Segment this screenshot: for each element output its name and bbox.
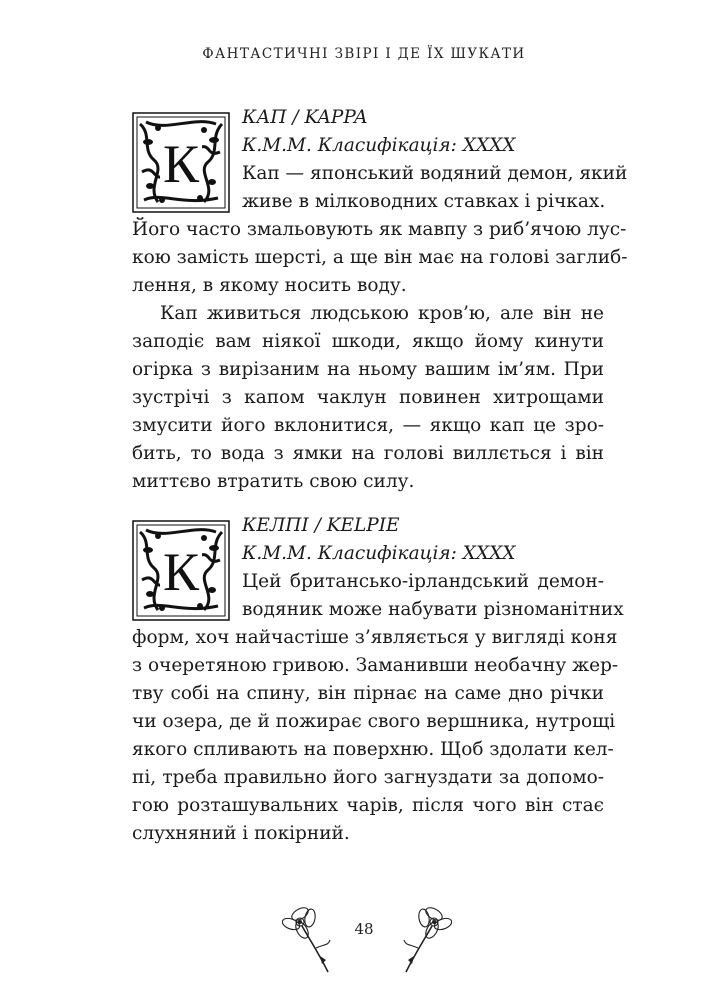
text-line: водяник може набувати різноманітних	[242, 599, 624, 620]
text-line: бить, то вода з ямки на голові виллється і він	[132, 443, 604, 464]
text-line: миттєво втратить свою силу.	[132, 471, 415, 492]
flower-ornament-right	[392, 900, 452, 984]
text-line: форм, хоч найчастіше з’являється у вигляді коня	[132, 627, 618, 648]
decorated-initial	[132, 520, 230, 621]
text-line: Цей британсько-ірландський демон-	[242, 571, 604, 592]
text-line: Кап живиться людською кров’ю, але він не	[160, 303, 604, 324]
initial-letter: К	[162, 542, 200, 602]
entry-title: КАП / KAPPA	[242, 107, 368, 128]
entry-classification: К.М.М. Класифікація: ХХХХ	[242, 543, 516, 564]
text-line: Його часто змальовують як мавпу з риб’ячою лус-	[132, 219, 627, 240]
text-line: огірка з вирізаним на ньому вашим ім’ям. При	[132, 359, 604, 380]
text-line: заподіє вам ніякої шкоди, якщо йому кинути	[132, 331, 604, 352]
text-line: гою розташувальних чарів, після чого він стає	[132, 795, 604, 816]
page-number: 48	[354, 920, 374, 938]
text-line: з очеретяною гривою. Заманивши необачну жер-	[132, 655, 619, 676]
text-line: змусити його вклонитися, — якщо кап це зро-	[132, 415, 604, 436]
text-line: слухняний і покірний.	[132, 823, 350, 844]
text-line: тву собі на спину, він пірнає на саме дно річки	[132, 683, 604, 704]
text-line: пі, треба правильно його загнуздати за допомо-	[132, 767, 604, 788]
running-head: ФАНТАСТИЧНІ ЗВІРІ І ДЕ ЇХ ШУКАТИ	[202, 46, 526, 62]
entry-classification: К.М.М. Класифікація: ХХХХ	[242, 135, 516, 156]
text-line: чи озера, де й пожирає свого вершника, нутрощі	[132, 711, 616, 732]
text-line: кою замість шерсті, а ще він має на голові заглиб-	[132, 247, 628, 268]
page-footer	[0, 900, 728, 980]
text-line: якого спливають на поверхню. Щоб здолати кел-	[132, 739, 614, 760]
initial-letter: К	[162, 134, 200, 194]
text-line: Кап — японський водяний демон, який	[242, 163, 628, 184]
text-line: лення, в якому носить воду.	[132, 275, 407, 296]
flower-ornament-left	[282, 900, 342, 984]
text-line: зустрічі з капом чаклун повинен хитрощами	[132, 387, 604, 408]
entry-title: КЕЛПІ / KELPIE	[242, 515, 400, 536]
decorated-initial	[132, 112, 230, 213]
text-line: живе в мілководних ставках і річках.	[242, 191, 606, 212]
